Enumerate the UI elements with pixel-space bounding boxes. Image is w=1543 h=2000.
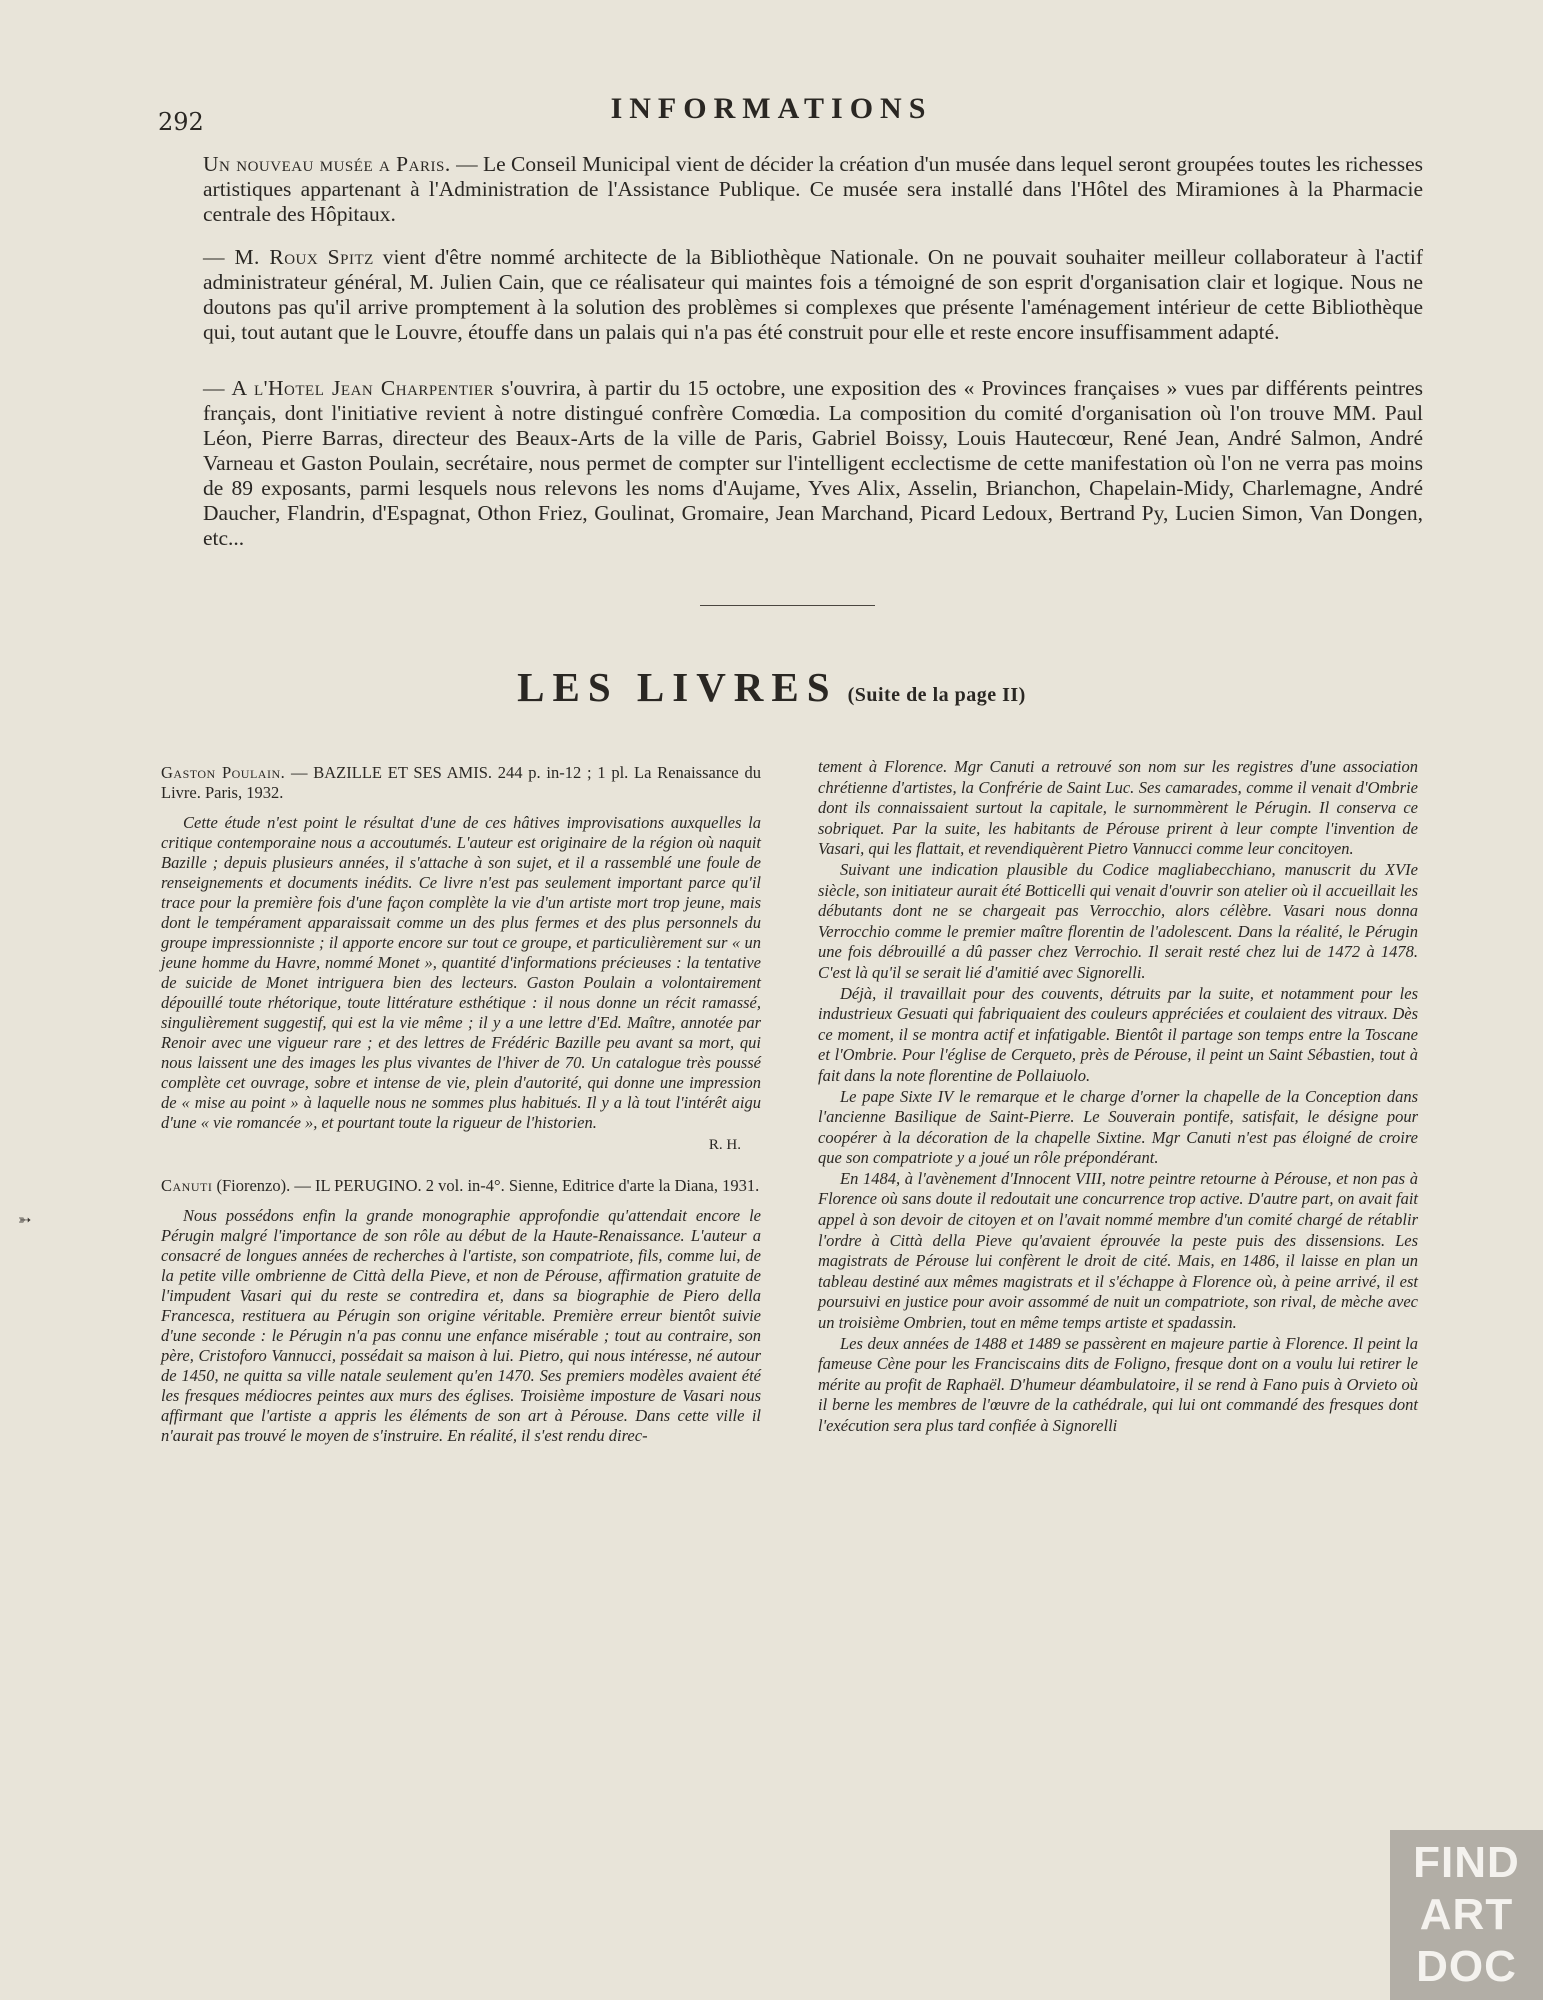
book-review bbox=[161, 763, 761, 1154]
column-paragraph: Suivant une indication plausible du Codice magliabecchiano, manuscrit du XVIe siècle, son initiateur aurait été Botticelli qui venait d'ouvrir son atelier où il accueillait les débutants dont ne se chargeait pas Verrocchio, alors célèbre. Vasari nous donna Verrocchio comme le premier maître florentin de l'adolescent. Dans la réalité, le Pérugin une fois débrouillé a dû passer chez Verrochio. Il serait resté chez lui de 1472 à 1478. C'est là qu'il se serait lié d'amitié avec Signorelli. bbox=[818, 859, 1418, 982]
review-signature: R. H. bbox=[708, 1137, 741, 1153]
review-reference bbox=[161, 1176, 761, 1196]
watermark-line: FIND bbox=[1413, 1838, 1520, 1887]
review-author: Gaston Poulain. bbox=[161, 763, 286, 782]
news-paragraph bbox=[203, 152, 1423, 227]
review-reference bbox=[161, 763, 761, 803]
page-title: INFORMATIONS bbox=[610, 92, 933, 125]
margin-mark-icon: ➳ bbox=[18, 1210, 32, 1229]
news-text: — Le Conseil Municipal vient de décider la création d'un musée dans lequel seront groupées toutes les richesses artistiques appartenant à l'Administration de l'Assistance Publique. Ce musée sera installé dans l'Hôtel des Miramiones à la Pharmacie centrale des Hôpitaux. bbox=[203, 152, 1423, 226]
column-paragraph: tement à Florence. Mgr Canuti a retrouvé son nom sur les registres d'une association chrétienne d'artistes, la Confrérie de Saint Luc. Ses camarades, comme il venait d'Ombrie dont ils connaissaient surtout la capitale, le surnommèrent le Pérugin. Il conserva ce sobriquet. Par la suite, les habitants de Pérouse prirent à leur compte l'invention de Vasari, qui les flattait, et revendiquèrent Pietro Vannucci comme leur concitoyen. bbox=[818, 757, 1418, 859]
section-subtitle: (Suite de la page II) bbox=[847, 684, 1026, 706]
review-author: Canuti bbox=[161, 1176, 213, 1195]
section-divider bbox=[700, 605, 875, 606]
news-paragraph bbox=[203, 245, 1423, 345]
left-column bbox=[161, 755, 761, 1446]
review-body: Nous possédons enfin la grande monographie approfondie qu'attendait encore le Pérugin malgré l'importance de son rôle au début de la Haute-Renaissance. L'auteur a consacré de longues années de recherches à l'artiste, son compatriote, fils, comme lui, de la petite ville ombrienne de Città della Pieve, et non de Pérouse, affirmation gratuite de l'impudent Vasari qui du reste se contredira et, dans sa biographie de Piero della Francesca, restituera au Pérugin son origine véritable. Première erreur bientôt suivie d'une seconde : le Pérugin n'a pas connu une enfance misérable ; tout au contraire, son père, Cristoforo Vannucci, possédait sa maison à lui. Pietro, qui nous intéresse, né autour de 1450, ne quitta sa ville natale seulement qu'en 1470. Ses premiers modèles avaient été les fresques médiocres peintes aux murs des églises. Troisième imposture de Vasari nous affirmant que l'artiste a appris les éléments de son art à Pérouse. Dans cette ville il n'aurait pas trouvé le moyen de s'instruire. En réalité, il s'est rendu direc- bbox=[161, 1206, 761, 1445]
news-lead: — A l'Hotel Jean Charpentier bbox=[203, 376, 495, 400]
column-paragraph: Le pape Sixte IV le remarque et le charge d'orner la chapelle de la Conception dans l'ancienne Basilique de Saint-Pierre. Le Souverain pontife, satisfait, le désigne pour coopérer à la décoration de la chapelle Sixtine. Mgr Canuti n'est pas éloigné de croire que son compatriote y a joué un rôle prépondérant. bbox=[818, 1086, 1418, 1168]
watermark-line: ART bbox=[1419, 1890, 1514, 1939]
news-text: vient d'être nommé architecte de la Bibliothèque Nationale. On ne pouvait souhaiter meilleur collaborateur à l'actif administrateur général, M. Julien Cain, que ce réalisateur qui maintes fois a témoigné de son esprit d'organisation clair et logique. Nous ne doutons pas qu'il arrive promptement à la solution des problèmes si complexes que présente l'aménagement intérieur de cette Bibliothèque qui, tout autant que le Louvre, étouffe dans un palais qui n'a pas été construit pour elle et reste encore insuffisamment adapté. bbox=[203, 245, 1423, 344]
watermark-line: DOC bbox=[1416, 1942, 1517, 1991]
book-review bbox=[161, 1176, 761, 1446]
right-column bbox=[818, 757, 1418, 1437]
news-lead: — M. Roux Spitz bbox=[203, 245, 374, 269]
column-paragraph: En 1484, à l'avènement d'Innocent VIII, notre peintre retourne à Pérouse, et non pas à Florence où sans doute il redoutait une concurrence trop active. D'autre part, on avait fait appel à son devoir de citoyen et on l'avait nommé membre d'un comité chargé de rétablir l'ordre à Città della Pieve qu'avaient éprouvée la peste puis des dissensions. Les magistrats de Pérouse lui confèrent le droit de cité. Mais, en 1486, il laisse en plan un tableau destiné aux mêmes magistrats et il s'échappe à Florence où, à peine arrivé, il est poursuivi en justice pour avoir assommé de nuit un compatriote, son rival, de mèche avec un troisième Ombrien, tout en même temps artiste et spadassin. bbox=[818, 1168, 1418, 1333]
column-paragraph: Déjà, il travaillait pour des couvents, détruits par la suite, et notamment pour les industrieux Gesuati qui fabriquaient des couleurs appréciées et coulaient des vitraux. Dès ce moment, il se montra actif et infatigable. Bientôt il partage son temps entre la Toscane et l'Ombrie. Pour l'église de Cerqueto, près de Pérouse, il peint un Saint Sébastien, tout à fait dans la note florentine de Pollaiuolo. bbox=[818, 983, 1418, 1085]
column-paragraph: Les deux années de 1488 et 1489 se passèrent en majeure partie à Florence. Il peint la fameuse Cène pour les Franciscains dits de Foligno, fresque dont on a voulu lui retirer le mérite au profit de Raphaël. D'humeur déambulatoire, il se rend à Fano puis à Orvieto où il berne les membres de l'œuvre de la cathédrale, qui lui ont commandé des fresques dont l'exécution sera plus tard confiée à Signorelli bbox=[818, 1333, 1418, 1435]
news-lead: Un nouveau musée a Paris. bbox=[203, 152, 451, 176]
section-heading bbox=[0, 663, 1543, 711]
news-text: s'ouvrira, à partir du 15 octobre, une exposition des « Provinces françaises » vues par différents peintres français, dont l'initiative revient à notre distingué confrère Comœdia. La composition du comité d'organisation où l'on trouve MM. Paul Léon, Pierre Barras, directeur des Beaux-Arts de la ville de Paris, Gabriel Boissy, Louis Hautecœur, René Jean, André Salmon, André Varneau et Gaston Poulain, secrétaire, nous permet de compter sur l'intelligent ecclectisme de cette manifestation où l'on ne verra pas moins de 89 exposants, parmi lesquels nous relevons les noms d'Aujame, Yves Alix, Asselin, Brianchon, Chapelain-Midy, Charlemagne, André Daucher, Flandrin, d'Espagnat, Othon Friez, Goulinat, Gromaire, Jean Marchand, Picard Ledoux, Bertrand Py, Lucien Simon, Van Dongen, etc... bbox=[203, 376, 1423, 550]
section-title: LES LIVRES bbox=[517, 664, 838, 710]
page-number: 292 bbox=[158, 108, 204, 136]
news-paragraph bbox=[203, 376, 1423, 551]
review-book-info: (Fiorenzo). — IL PERUGINO. 2 vol. in-4°. Sienne, Editrice d'arte la Diana, 1931. bbox=[212, 1176, 760, 1195]
findartdoc-watermark-logo bbox=[1390, 1830, 1543, 2000]
review-body: Cette étude n'est point le résultat d'une de ces hâtives improvisations auxquelles la critique contemporaine nous a accoutumés. L'auteur est originaire de la région où naquit Bazille ; depuis plusieurs années, il s'attache à son sujet, et il a rassemblé une foule de renseignements et documents inédits. Ce livre n'est pas seulement important parce qu'il trace pour la première fois d'une façon complète la vie d'un artiste mort trop jeune, mais dont le tempérament apparaissait comme un des plus fermes et des plus personnels du groupe impressionniste ; il apporte encore sur tout ce groupe, et particulièrement sur « un jeune homme du Havre, nommé Monet », quantité d'informations précieuses : la tentative de suicide de Monet intriguera bien des lecteurs. Gaston Poulain a volontairement dépouillé toute rhétorique, toute littérature esthétique : il nous donne un récit ramassé, singulièrement suggestif, qui est la vie même ; il y a une lettre d'Ed. Maître, annotée par Renoir avec une vigueur rare ; et des lettres de Frédéric Bazille peu avant sa mort, qui nous laissent une des images les plus vivantes de l'hiver de 70. Un catalogue très poussé complète cet ouvrage, sobre et intense de vie, plein d'autorité, qui donne une impression de « mise au point » à laquelle nous ne sommes plus habitués. Il y a là tout l'intérêt aigu d'une « vie romancée », et pourtant toute la rigueur de l'historien. bbox=[161, 813, 761, 1132]
review-book-info: — BAZILLE ET SES AMIS. 244 p. in-12 ; 1 pl. La Renaissance du Livre. Paris, 1932. bbox=[161, 763, 761, 802]
